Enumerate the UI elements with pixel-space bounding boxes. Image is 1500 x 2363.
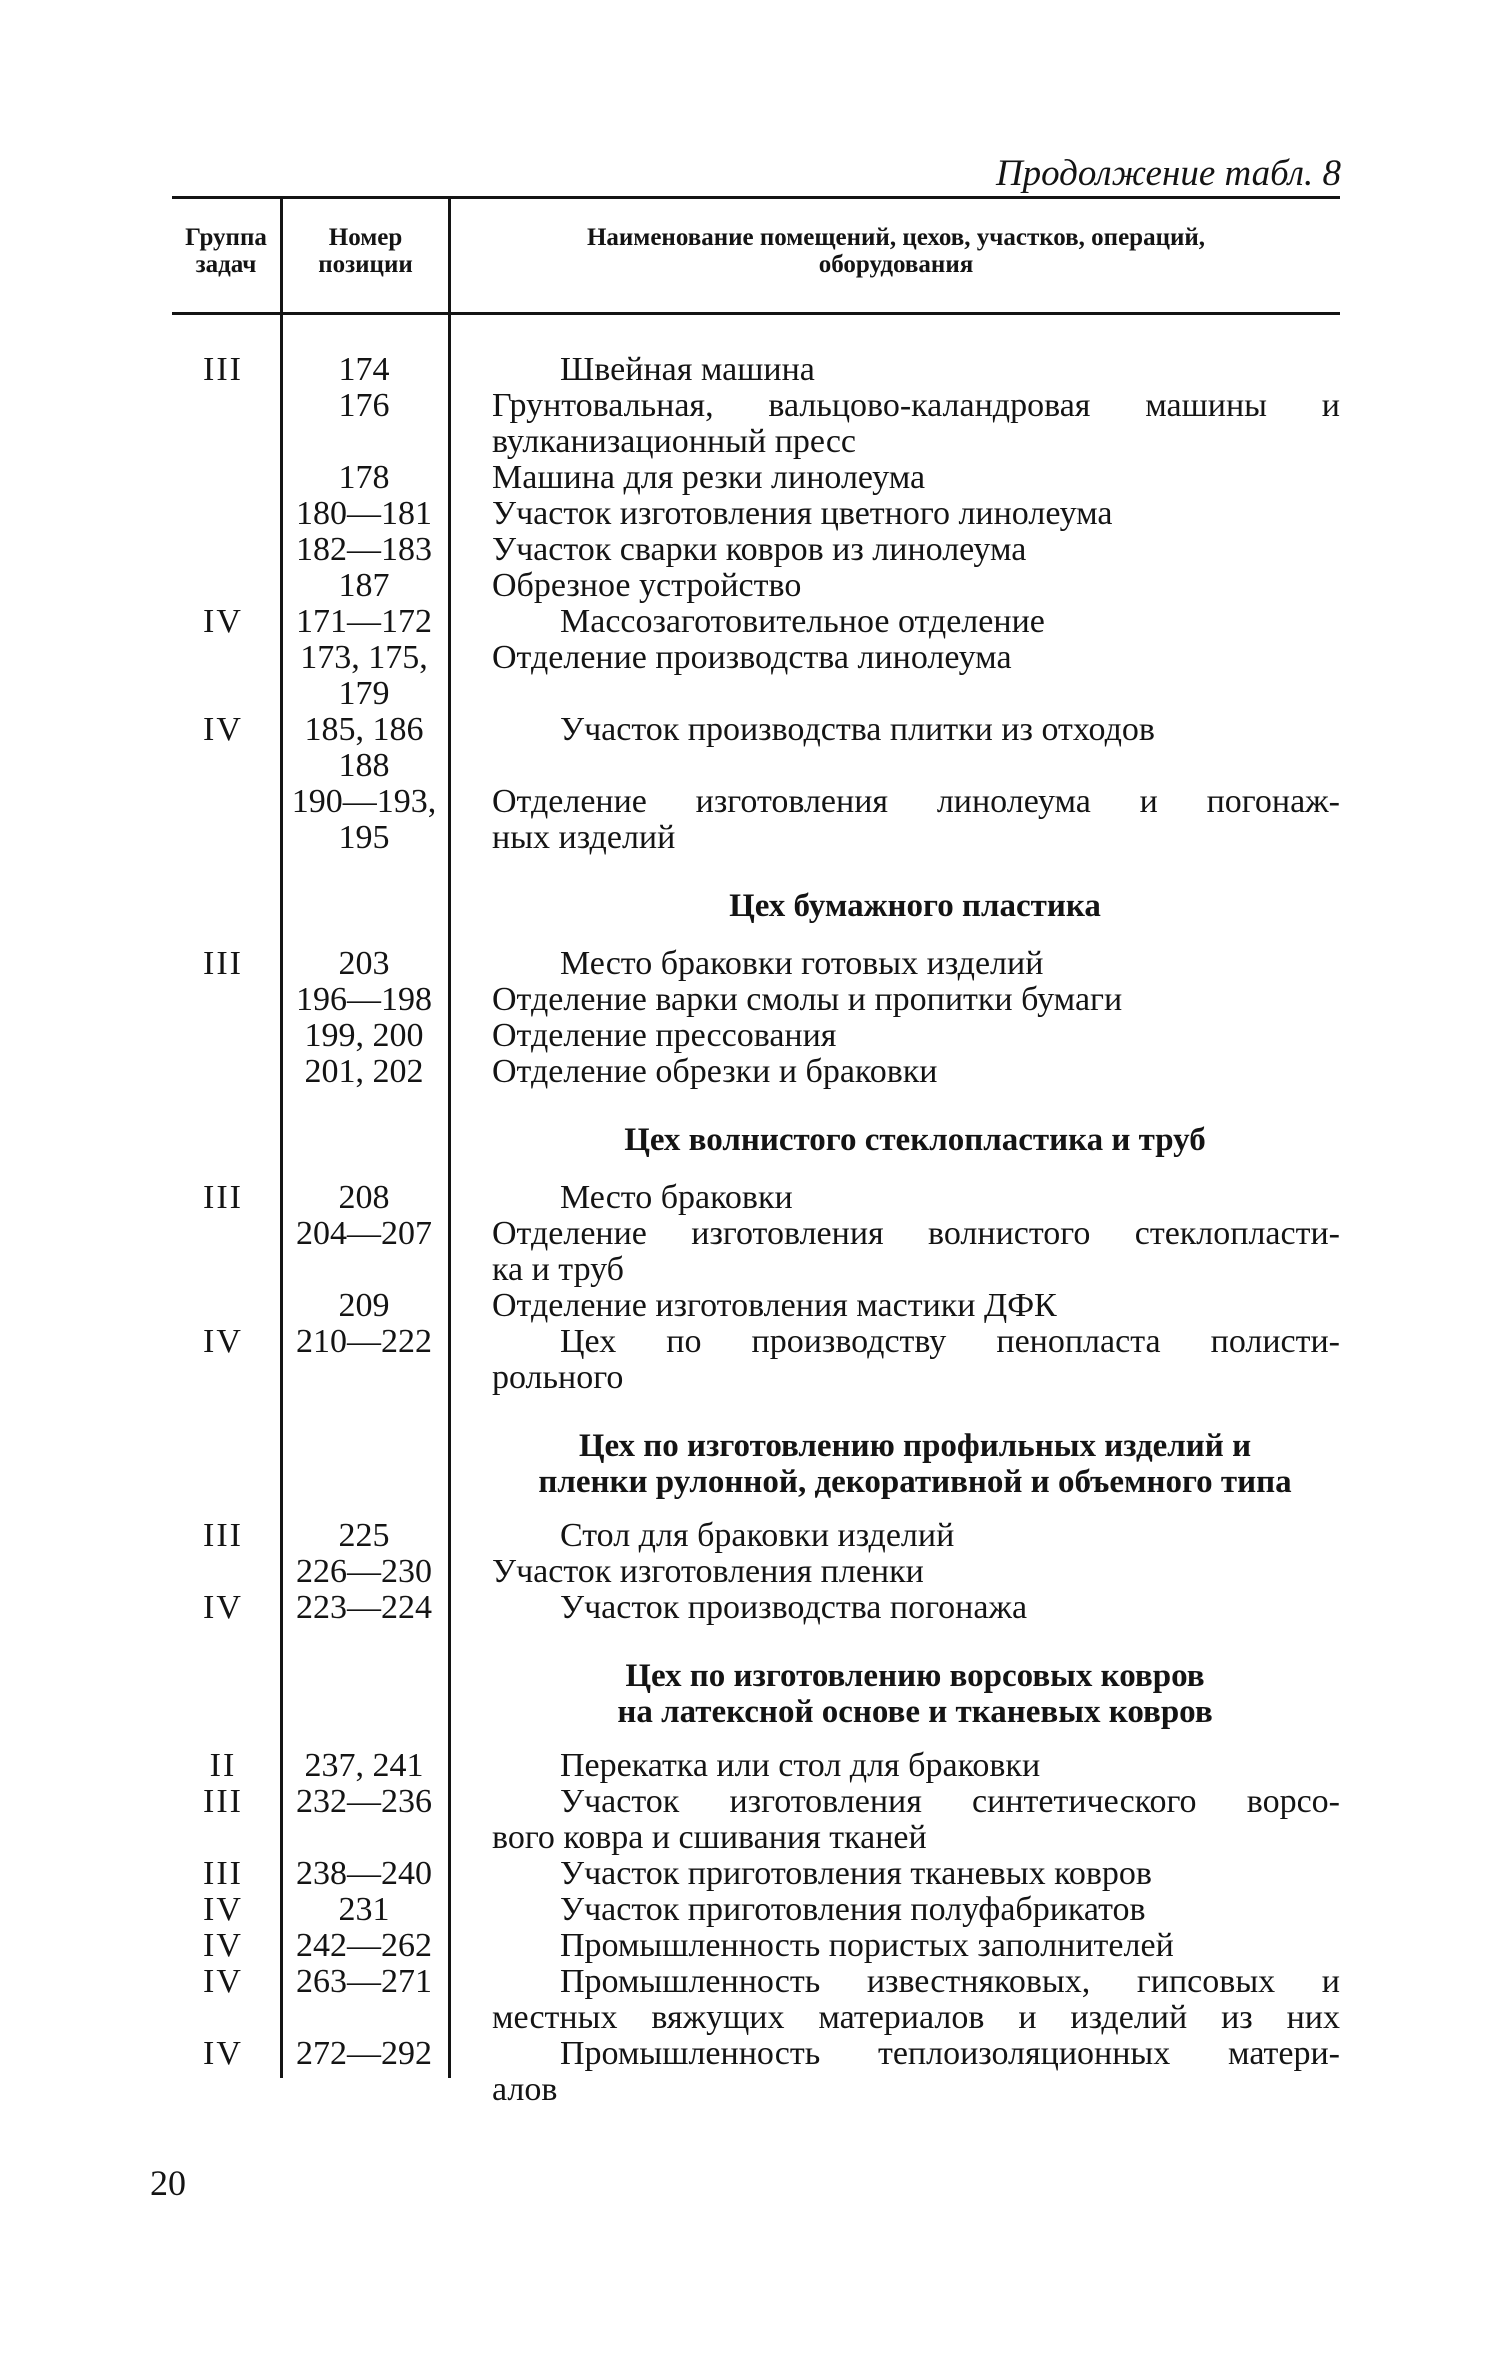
- header-position-column: [283, 224, 448, 278]
- position-number-cell: 174: [338, 351, 390, 388]
- position-number-cell: 185, 186: [304, 711, 424, 748]
- room-name-cell: ных изделий: [492, 819, 676, 856]
- room-name-cell: Участок производства плитки из отходов: [560, 711, 1155, 748]
- position-number-cell: 171—172: [296, 603, 432, 640]
- table-row: [0, 1856, 1500, 1892]
- section-heading: Цех по изготовлению профильных изделий и: [578, 1428, 1252, 1464]
- table-row: [0, 532, 1500, 568]
- task-group-cell: III: [203, 1783, 243, 1820]
- room-name-cell: Грунтовальная, вальцово-каландровая машины и: [492, 387, 1340, 424]
- position-number-cell: 196—198: [296, 981, 432, 1018]
- position-number-cell: 182—183: [296, 531, 432, 568]
- section-heading: Цех волнистого стеклопластика и труб: [624, 1122, 1206, 1158]
- room-name-cell: Массозаготовительное отделение: [560, 603, 1045, 640]
- room-name-cell: Участок приготовления полуфабрикатов: [560, 1891, 1146, 1928]
- table-row: [0, 982, 1500, 1018]
- task-group-cell: III: [203, 1855, 243, 1892]
- task-group-cell: IV: [203, 1927, 243, 1964]
- position-number-cell: 225: [338, 1517, 390, 1554]
- table-continuation-caption: Продолжение табл. 8: [995, 153, 1341, 194]
- task-group-cell: III: [203, 351, 243, 388]
- table-row: [0, 1018, 1500, 1054]
- table-row: [0, 748, 1500, 784]
- room-name-cell: Отделение варки смолы и пропитки бумаги: [492, 981, 1123, 1018]
- room-name-cell: ка и труб: [492, 1251, 624, 1288]
- table-row: [0, 1554, 1500, 1590]
- task-group-cell: IV: [203, 1589, 243, 1626]
- section-heading-row: [0, 1122, 1500, 1158]
- table-row: [0, 676, 1500, 712]
- position-number-cell: 209: [338, 1287, 390, 1324]
- position-number-cell: 176: [338, 387, 390, 424]
- section-heading: Цех по изготовлению ворсовых ковров: [625, 1658, 1205, 1694]
- position-number-cell: 203: [338, 945, 390, 982]
- position-number-cell: 263—271: [296, 1963, 432, 2000]
- position-number-cell: 201, 202: [304, 1053, 424, 1090]
- room-name-cell: Участок производства погонажа: [560, 1589, 1028, 1626]
- section-heading: на латексной основе и тканевых ковров: [617, 1694, 1213, 1730]
- room-name-cell: Отделение прессования: [492, 1017, 837, 1054]
- position-number-cell: 232—236: [296, 1783, 432, 1820]
- table-row: [0, 2072, 1500, 2108]
- position-number-cell: 208: [338, 1179, 390, 1216]
- room-name-cell: рольного: [492, 1359, 624, 1396]
- position-number-cell: 210—222: [296, 1323, 432, 1360]
- section-heading-row: [0, 1464, 1500, 1500]
- position-number-cell: 199, 200: [304, 1017, 424, 1054]
- room-name-cell: Участок сварки ковров из линолеума: [492, 531, 1027, 568]
- table-row: [0, 946, 1500, 982]
- table-row: [0, 1360, 1500, 1396]
- table-row: [0, 1216, 1500, 1252]
- table-row: [0, 1892, 1500, 1928]
- position-number-cell: 226—230: [296, 1553, 432, 1590]
- position-number-cell: 190—193,: [291, 783, 437, 820]
- table-row: [0, 1518, 1500, 1554]
- table-row: [0, 2000, 1500, 2036]
- room-name-cell: Отделение обрезки и браковки: [492, 1053, 938, 1090]
- table-row: [0, 1288, 1500, 1324]
- table-row: [0, 388, 1500, 424]
- section-heading-row: [0, 1658, 1500, 1694]
- room-name-cell: вого ковра и сшивания тканей: [492, 1819, 927, 1856]
- table-row: [0, 496, 1500, 532]
- header-name-column: [452, 224, 1340, 278]
- table-row: [0, 1784, 1500, 1820]
- position-number-cell: 187: [338, 567, 390, 604]
- position-number-cell: 272—292: [296, 2035, 432, 2072]
- table-row: [0, 604, 1500, 640]
- section-heading-row: [0, 888, 1500, 924]
- section-heading-row: [0, 1694, 1500, 1730]
- table-row: [0, 1252, 1500, 1288]
- header-bottom-rule: [172, 312, 1340, 315]
- task-group-cell: III: [203, 1179, 243, 1216]
- position-number-cell: 204—207: [296, 1215, 432, 1252]
- header-name-line2: оборудования: [818, 251, 974, 278]
- task-group-cell: IV: [203, 1891, 243, 1928]
- room-name-cell: Участок изготовления пленки: [492, 1553, 924, 1590]
- room-name-cell: Машина для резки линолеума: [492, 459, 926, 496]
- room-name-cell: Промышленность пористых заполнителей: [560, 1927, 1174, 1964]
- position-number-cell: 188: [338, 747, 390, 784]
- position-number-cell: 231: [338, 1891, 390, 1928]
- table-row: [0, 784, 1500, 820]
- table-row: [0, 1928, 1500, 1964]
- room-name-cell: местных вяжущих материалов и изделий из них: [492, 1999, 1340, 2036]
- position-number-cell: 242—262: [296, 1927, 432, 1964]
- table-row: [0, 712, 1500, 748]
- table-row: [0, 352, 1500, 388]
- table-row: [0, 2036, 1500, 2072]
- table-row: [0, 1324, 1500, 1360]
- table-row: [0, 1590, 1500, 1626]
- room-name-cell: Перекатка или стол для браковки: [560, 1747, 1041, 1784]
- task-group-cell: IV: [203, 2035, 243, 2072]
- table-row: [0, 1054, 1500, 1090]
- task-group-cell: IV: [203, 1963, 243, 2000]
- room-name-cell: Участок приготовления тканевых ковров: [560, 1855, 1152, 1892]
- room-name-cell: Отделение изготовления волнистого стеклопласти-: [492, 1215, 1340, 1252]
- room-name-cell: Место браковки готовых изделий: [560, 945, 1044, 982]
- room-name-cell: Место браковки: [560, 1179, 793, 1216]
- header-group-column: [170, 224, 282, 278]
- room-name-cell: Отделение производства линолеума: [492, 639, 1012, 676]
- room-name-cell: Швейная машина: [560, 351, 815, 388]
- position-number-cell: 223—224: [296, 1589, 432, 1626]
- room-name-cell: Стол для браковки изделий: [560, 1517, 955, 1554]
- position-number-cell: 180—181: [296, 495, 432, 532]
- room-name-cell: Цех по производству пенопласта полисти-: [560, 1323, 1340, 1360]
- table-row: [0, 424, 1500, 460]
- room-name-cell: Отделение изготовления мастики ДФК: [492, 1287, 1057, 1324]
- position-number-cell: 195: [338, 819, 390, 856]
- room-name-cell: Участок изготовления цветного линолеума: [492, 495, 1113, 532]
- room-name-cell: Промышленность теплоизоляционных матери-: [560, 2035, 1340, 2072]
- header-position-line2: позиции: [318, 251, 413, 278]
- position-number-cell: 179: [338, 675, 390, 712]
- position-number-cell: 238—240: [296, 1855, 432, 1892]
- task-group-cell: III: [203, 945, 243, 982]
- task-group-cell: IV: [203, 603, 243, 640]
- room-name-cell: Отделение изготовления линолеума и погонаж-: [492, 783, 1340, 820]
- task-group-cell: II: [209, 1747, 237, 1784]
- room-name-cell: Участок изготовления синтетического ворсо-: [560, 1783, 1340, 1820]
- position-number-cell: 178: [338, 459, 390, 496]
- table-row: [0, 820, 1500, 856]
- section-heading: Цех бумажного пластика: [729, 888, 1101, 924]
- page-number: 20: [150, 2163, 186, 2203]
- task-group-cell: IV: [203, 711, 243, 748]
- table-row: [0, 640, 1500, 676]
- header-name-line1: Наименование помещений, цехов, участков, операций,: [586, 224, 1206, 251]
- table-row: [0, 1964, 1500, 2000]
- room-name-cell: Промышленность известняковых, гипсовых и: [560, 1963, 1340, 2000]
- header-top-rule: [172, 196, 1340, 199]
- room-name-cell: вулканизационный пресс: [492, 423, 857, 460]
- section-heading: пленки рулонной, декоративной и объемного типа: [538, 1464, 1292, 1500]
- header-group-line1: Группа: [185, 224, 267, 251]
- room-name-cell: Обрезное устройство: [492, 567, 802, 604]
- table-row: [0, 460, 1500, 496]
- table-row: [0, 1748, 1500, 1784]
- table-row: [0, 568, 1500, 604]
- position-number-cell: 237, 241: [304, 1747, 424, 1784]
- position-number-cell: 173, 175,: [300, 639, 428, 676]
- header-position-line1: Номер: [328, 224, 403, 251]
- room-name-cell: алов: [492, 2071, 558, 2108]
- section-heading-row: [0, 1428, 1500, 1464]
- header-group-line2: задач: [195, 251, 257, 278]
- task-group-cell: III: [203, 1517, 243, 1554]
- task-group-cell: IV: [203, 1323, 243, 1360]
- table-row: [0, 1180, 1500, 1216]
- table-row: [0, 1820, 1500, 1856]
